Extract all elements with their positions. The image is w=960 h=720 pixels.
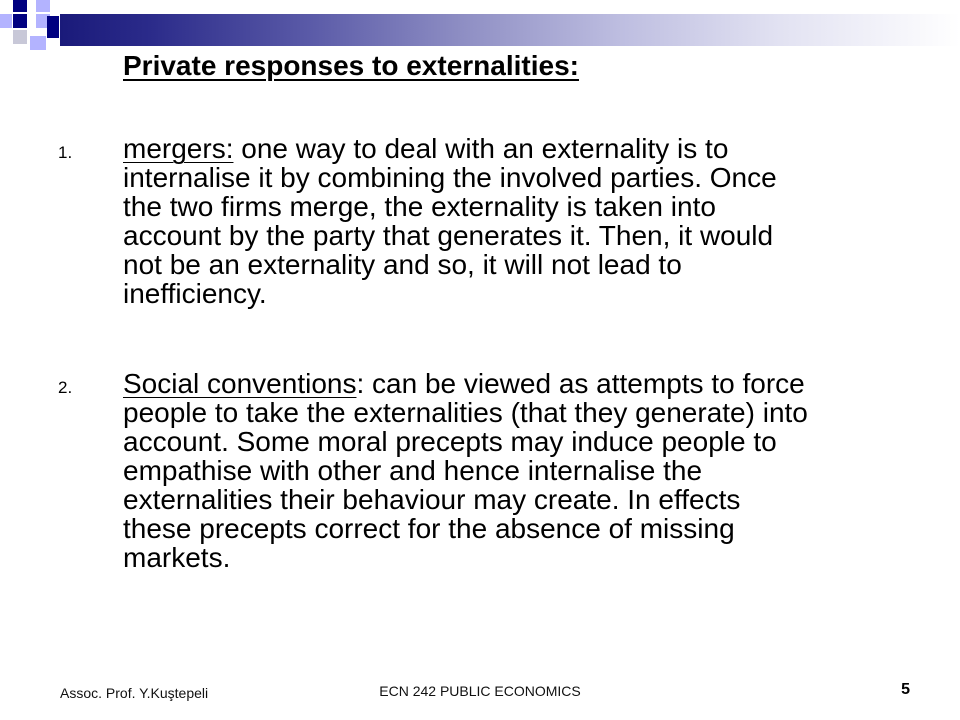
item-line-text: one way to deal with an externality is to <box>233 133 729 164</box>
slide-title: Private responses to externalities: <box>123 50 579 81</box>
item-term: Social conventions <box>123 368 357 399</box>
item-number: 1. <box>58 143 73 162</box>
item-line: inefficiency. <box>123 278 267 309</box>
item-line: people to take the externalities (that they generate) into <box>123 397 808 428</box>
footer-author: Assoc. Prof. Y.Kuştepeli <box>60 685 209 701</box>
decor-square-navy <box>47 16 59 38</box>
item-term: mergers: <box>123 133 234 164</box>
item-number: 2. <box>58 378 73 397</box>
item-line-text: : can be viewed as attempts to force <box>356 368 805 399</box>
item-line <box>123 369 923 398</box>
item-text <box>123 369 923 572</box>
item-text <box>123 134 923 308</box>
decor-square-navy <box>13 0 27 12</box>
decor-square-navy <box>13 14 27 28</box>
decor-square-lavender <box>30 36 46 50</box>
item-line: the two firms merge, the externality is taken into <box>123 191 716 222</box>
decor-square-lavender <box>0 14 12 28</box>
item-line: not be an externality and so, it will not lead to <box>123 249 682 280</box>
item-line: account by the party that generates it. Then, it would <box>123 220 774 251</box>
decor-square-grey <box>13 30 27 44</box>
footer-course: ECN 242 PUBLIC ECONOMICS <box>379 683 581 699</box>
item-line: these precepts correct for the absence of missing <box>123 513 735 544</box>
header-gradient-bar <box>60 14 960 46</box>
page-number: 5 <box>901 681 910 698</box>
decor-square-lavender <box>36 0 50 12</box>
item-line: account. Some moral precepts may induce people to <box>123 426 777 457</box>
item-line: empathise with other and hence internalise the <box>123 455 703 486</box>
item-line <box>123 134 923 163</box>
item-line: internalise it by combining the involved parties. Once <box>123 162 777 193</box>
item-line: markets. <box>123 542 231 573</box>
item-line: externalities their behaviour may create. In effects <box>123 484 741 515</box>
